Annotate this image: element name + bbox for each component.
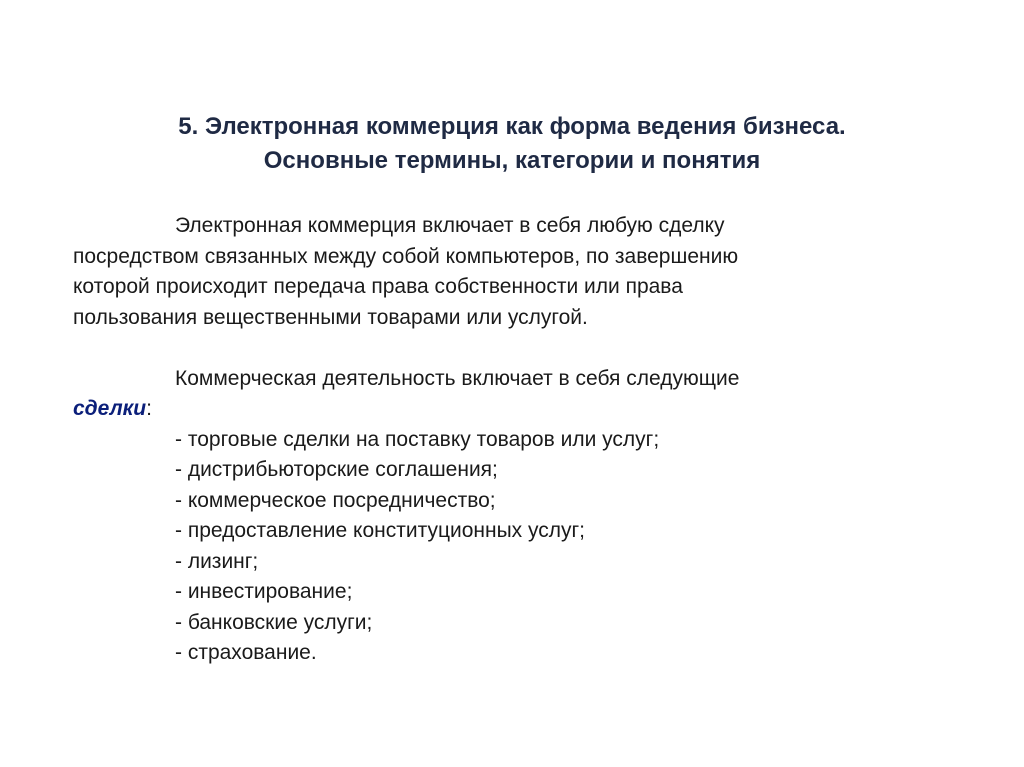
slide-title-line-1: 5. Электронная коммерция как форма ведения бизнеса. [178,113,846,140]
paragraph-line: Электронная коммерция включает в себя любую сделку [175,214,725,237]
paragraph-line: посредством связанных между собой компьютеров, по завершению [73,244,739,268]
list-item: - коммерческое посредничество; [175,488,496,512]
slide-title [60,110,964,178]
list-item: - дистрибьюторские соглашения; [175,458,498,481]
paragraph-commercial-activity [73,364,933,425]
paragraph-line: пользования вещественными товарами или услугой. [73,305,588,329]
slide-title-line-2: Основные термины, категории и понятия [263,147,761,174]
emphasis-term: сделки [73,397,147,420]
paragraph-spacer [73,333,933,364]
list-item: - банковские услуги; [175,610,373,634]
emphasis-colon: : [146,397,152,420]
slide-body [73,211,933,669]
paragraph-line: Коммерческая деятельность включает в себя следующие [175,366,740,390]
list-item: - лизинг; [175,549,259,573]
list-item: - предоставление конституционных услуг; [175,519,586,542]
list-item: - инвестирование; [175,580,353,603]
deal-types-list [73,425,933,669]
paragraph-line: которой происходит передача права собственности или права [73,275,683,298]
paragraph-line-emphasis [73,394,933,425]
paragraph-ecommerce-definition [73,211,933,333]
list-item: - торговые сделки на поставку товаров или услуг; [175,427,660,451]
list-item: - страхование. [175,641,317,664]
